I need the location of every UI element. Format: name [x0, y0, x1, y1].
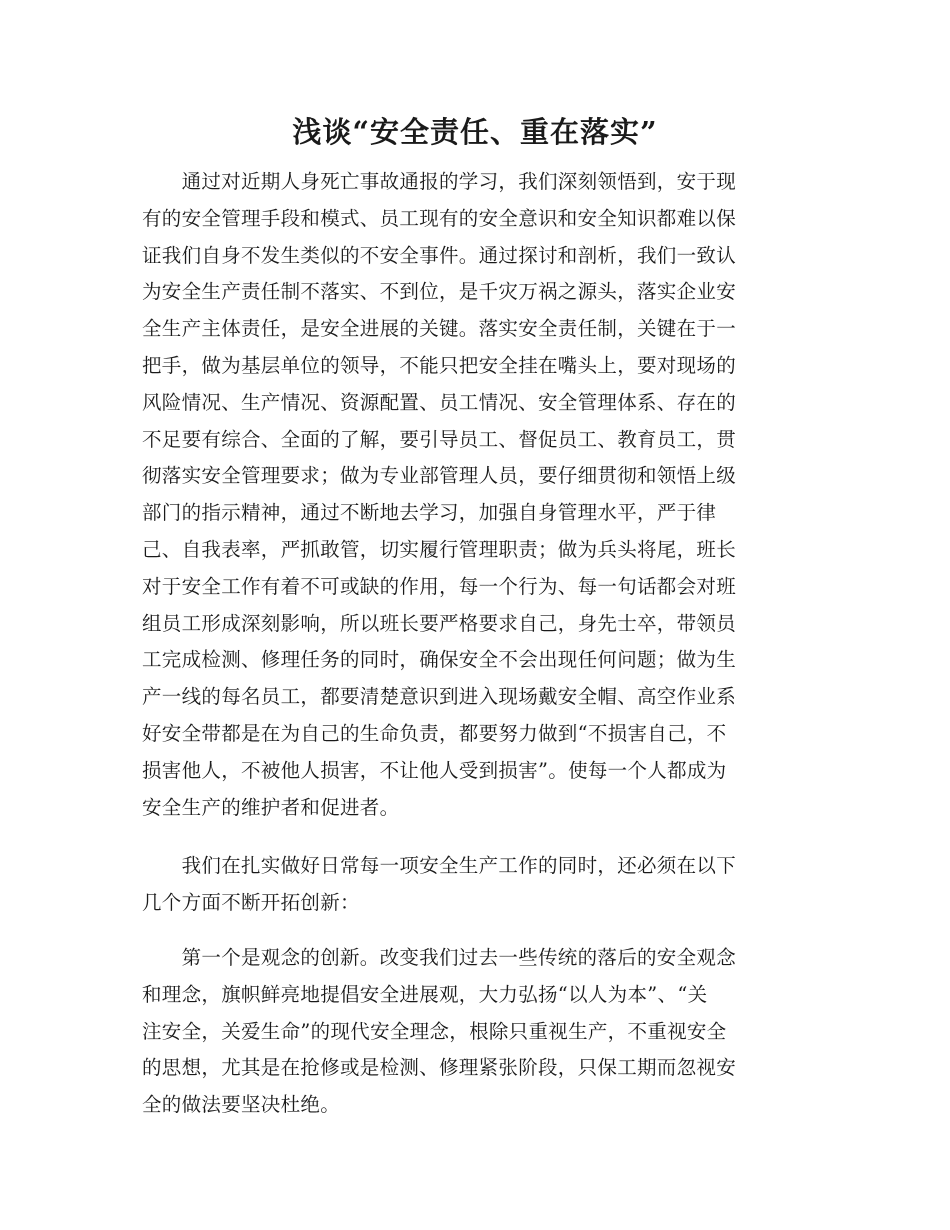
text-line: 好安全带都是在为自己的生命负责，都要努力做到“不损害自己，不: [142, 721, 727, 745]
text-line: 部门的指示精神，通过不断地去学习，加强自身管理水平，严于律: [142, 501, 717, 525]
text-line: 的思想，尤其是在抢修或是检测、修理紧张阶段，只保工期而忽视安: [142, 1056, 737, 1080]
text-line: 组员工形成深刻影响，所以班长要严格要求自己，身先士卒，带领员: [142, 611, 737, 635]
text-line: 全生产主体责任，是安全进展的关键。落实安全责任制，关键在于一: [142, 317, 737, 341]
document-title: 浅谈“安全责任、重在落实”: [292, 115, 658, 149]
text-line: 为安全生产责任制不落实、不到位，是千灾万祸之源头，落实企业安: [142, 280, 737, 304]
paragraph-2: [142, 848, 814, 922]
text-line: 证我们自身不发生类似的不安全事件。通过探讨和剖析，我们一致认: [142, 243, 737, 267]
text-line: 安全生产的维护者和促进者。: [142, 795, 400, 819]
text-line: 第一个是观念的创新。改变我们过去一些传统的落后的安全观念: [142, 946, 737, 969]
text-line: 和理念，旗帜鲜亮地提倡安全进展观，大力弘扬“以人为本”、“关: [142, 982, 708, 1006]
text-line: 注安全，关爱生命”的现代安全理念，根除只重视生产，不重视安全: [142, 1019, 727, 1043]
text-line: 通过对近期人身死亡事故通报的学习，我们深刻领悟到，安于现: [142, 170, 737, 193]
text-line: 把手，做为基层单位的领导，不能只把安全挂在嘴头上，要对现场的: [142, 353, 737, 377]
text-line: 工完成检测、修理任务的同时，确保安全不会出现任何问题；做为生: [142, 648, 737, 672]
text-line: 几个方面不断开拓创新：: [142, 890, 360, 914]
paragraph-1: [142, 164, 814, 826]
text-line: 我们在扎实做好日常每一项安全生产工作的同时，还必须在以下: [142, 854, 737, 877]
text-line: 产一线的每名员工，都要清楚意识到进入现场戴安全帽、高空作业系: [142, 685, 737, 709]
text-line: 不足要有综合、全面的了解，要引导员工、督促员工、教育员工，贯: [142, 427, 737, 451]
text-line: 彻落实安全管理要求；做为专业部管理人员，要仔细贯彻和领悟上级: [142, 464, 737, 488]
text-line: 有的安全管理手段和模式、员工现有的安全意识和安全知识都难以保: [142, 206, 737, 230]
text-line: 风险情况、生产情况、资源配置、员工情况、安全管理体系、存在的: [142, 390, 737, 414]
paragraph-3: [142, 940, 814, 1124]
text-line: 己、自我表率，严抓敢管，切实履行管理职责；做为兵头将尾，班长: [142, 537, 737, 561]
text-line: 损害他人，不被他人损害，不让他人受到损害”。使每一个人都成为: [142, 758, 727, 782]
text-line: 全的做法要坚决杜绝。: [142, 1093, 341, 1117]
text-line: 对于安全工作有着不可或缺的作用，每一个行为、每一句话都会对班: [142, 574, 737, 598]
